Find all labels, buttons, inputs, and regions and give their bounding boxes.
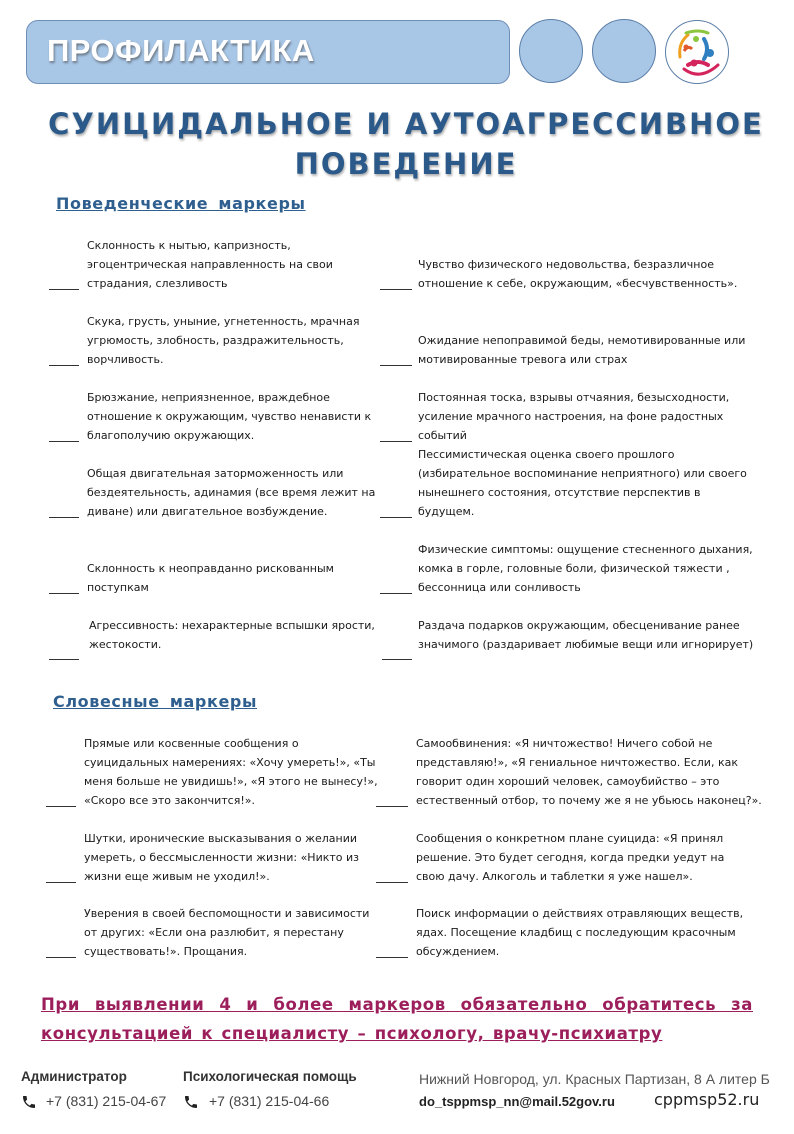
verbal-right-item xyxy=(376,905,744,961)
phone-icon xyxy=(21,1093,37,1111)
website-link[interactable]: cppmsp52.ru xyxy=(654,1090,760,1109)
decorative-circle xyxy=(592,19,656,83)
checkbox-blank[interactable] xyxy=(49,441,79,442)
behavioral-right-item xyxy=(382,616,754,660)
checkbox-blank[interactable] xyxy=(46,806,76,807)
checkbox-blank[interactable] xyxy=(46,882,76,883)
behavioral-right-item xyxy=(380,256,738,293)
behavioral-right-item xyxy=(380,389,730,445)
behavioral-markers-heading: Поведенческие маркеры xyxy=(56,194,306,213)
marker-text: Чувство физического недовольства, безразличное отношение к себе, окружающим, «бесчувственность». xyxy=(418,258,738,290)
page-title-line2: ПОВЕДЕНИЕ xyxy=(294,147,518,181)
verbal-markers-heading: Словесные маркеры xyxy=(53,692,258,711)
verbal-right-item xyxy=(376,830,725,886)
phone-icon xyxy=(183,1093,199,1111)
behavioral-left-item xyxy=(49,237,389,293)
decorative-circle xyxy=(519,19,583,83)
marker-text: Склонность к неоправданно рискованным поступкам xyxy=(87,562,334,594)
header-banner xyxy=(26,20,510,84)
verbal-left-item xyxy=(46,735,386,810)
verbal-right-item xyxy=(376,735,762,810)
behavioral-left-item xyxy=(49,313,389,369)
checkbox-blank[interactable] xyxy=(376,957,408,958)
checkbox-blank[interactable] xyxy=(380,517,412,518)
marker-text: Прямые или косвенные сообщения о суицидальных намерениях: «Хочу умереть!», «Ты меня больше не увидишь!», «Я этого не вынесу!», «Скоро все это закончится!». xyxy=(84,737,378,807)
behavioral-left-item xyxy=(49,559,389,597)
checkbox-blank[interactable] xyxy=(46,957,76,958)
admin-phone[interactable]: +7 (831) 215-04-67 xyxy=(46,1093,167,1109)
checkbox-blank[interactable] xyxy=(380,365,412,366)
checkbox-blank[interactable] xyxy=(380,593,412,594)
behavioral-right-item xyxy=(380,448,747,521)
marker-text: Сообщения о конкретном плане суицида: «Я принял решение. Это будет сегодня, когда предки уедут на свою дачу. Алкоголь и таблетки я уже нашел». xyxy=(416,832,725,883)
help-phone[interactable]: +7 (831) 215-04-66 xyxy=(209,1093,330,1109)
marker-text: Брюзжание, неприязненное, враждебное отношение к окружающим, чувство ненависти к благополучию окружающих. xyxy=(87,391,372,442)
marker-text: Скука, грусть, уныние, угнетенность, мрачная угрюмость, злобность, раздражительность, ворчливость. xyxy=(87,315,360,366)
marker-text: Ожидание непоправимой беды, немотивированные или мотивированные тревога или страх xyxy=(418,334,746,366)
banner-title: ПРОФИЛАКТИКА xyxy=(47,33,315,68)
help-label: Психологическая помощь xyxy=(183,1069,357,1084)
marker-text: Физические симптомы: ощущение стесненного дыхания, комка в горле, головные боли, физической тяжести , бессонница или сонливость xyxy=(418,543,753,594)
behavioral-left-item xyxy=(49,616,389,660)
page-title-line1: СУИЦИДАЛЬНОЕ И АУТОАГРЕССИВНОЕ xyxy=(48,107,764,141)
checkbox-blank[interactable] xyxy=(49,289,79,290)
marker-text: Самообвинения: «Я ничтожество! Ничего собой не представляю!», «Я гениальное ничтожество. Если, как говорит один хороший человек, самоубийство – это естественный отбор, то почему же я не убьюсь наконец?». xyxy=(416,737,762,807)
address: Нижний Новгород, ул. Красных Партизан, 8 А литер Б xyxy=(419,1071,770,1087)
behavioral-right-item xyxy=(380,332,746,369)
marker-text: Общая двигательная заторможенность или бездеятельность, адинамия (все время лежит на диване) или двигательное возбуждение. xyxy=(87,467,376,518)
checkbox-blank[interactable] xyxy=(380,441,412,442)
checkbox-blank[interactable] xyxy=(49,517,79,518)
marker-text: Раздача подарков окружающим, обесценивание ранее значимого (раздаривает любимые вещи или игнорирует) xyxy=(418,619,754,651)
footer xyxy=(0,1060,794,1134)
page-title xyxy=(0,104,794,184)
checkbox-blank[interactable] xyxy=(376,806,408,807)
verbal-left-item xyxy=(46,905,386,961)
behavioral-left-item xyxy=(49,389,389,445)
marker-text: Шутки, иронические высказывания о желании умереть, о бессмысленности жизни: «Никто из жизни еще живым не уходил!». xyxy=(84,832,360,883)
people-circle-logo-icon xyxy=(665,20,729,84)
behavioral-right-item xyxy=(380,540,753,597)
checkbox-blank[interactable] xyxy=(376,882,408,883)
verbal-left-item xyxy=(46,830,386,886)
checkbox-blank[interactable] xyxy=(49,659,79,660)
marker-text: Уверения в своей беспомощности и зависимости от других: «Если она разлюбит, я перестану существовать!». Прощания. xyxy=(84,907,370,958)
checkbox-blank[interactable] xyxy=(49,365,79,366)
marker-text: Постоянная тоска, взрывы отчаяния, безысходности, усиление мрачного настроения, на фоне радостных событий xyxy=(418,391,730,442)
email-link[interactable]: do_tsppmsp_nn@mail.52gov.ru xyxy=(419,1094,615,1109)
marker-text: Пессимистическая оценка своего прошлого (избирательное воспоминание неприятного) или своего нынешнего состояния, отсутствие перспектив в будущем. xyxy=(418,448,747,518)
marker-text: Поиск информации о действиях отравляющих веществ, ядах. Посещение кладбищ с последующим красочным обсуждением. xyxy=(416,907,744,958)
admin-label: Администратор xyxy=(21,1069,127,1084)
consultation-callout: При выявлении 4 и более маркеров обязательно обратитесь за консультацией к специалисту – психологу, врачу-психиатру xyxy=(41,995,753,1043)
checkbox-blank[interactable] xyxy=(49,593,79,594)
checkbox-blank[interactable] xyxy=(382,659,412,660)
behavioral-left-item xyxy=(49,465,389,521)
marker-text: Склонность к нытью, капризность, эгоцентрическая направленность на свои страдания, слезливость xyxy=(87,239,333,290)
marker-text: Агрессивность: нехарактерные вспышки ярости, жестокости. xyxy=(89,619,375,651)
checkbox-blank[interactable] xyxy=(380,289,412,290)
